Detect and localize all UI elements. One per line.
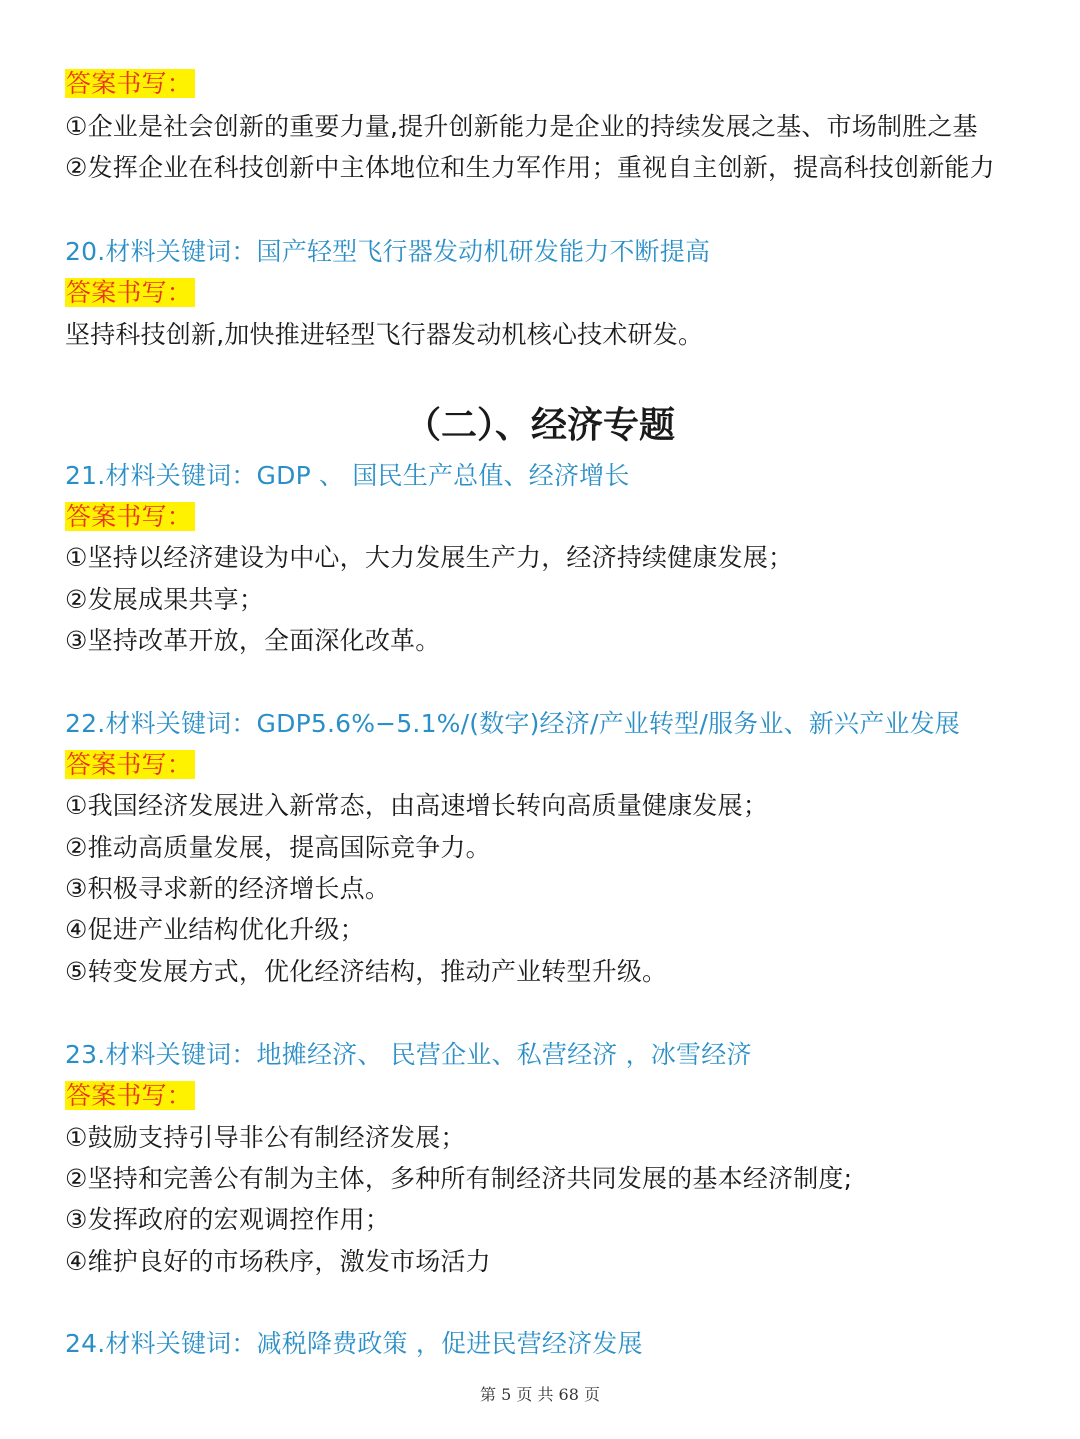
- answer-label: [65, 276, 195, 310]
- keyword-heading-24: 24.材料关键词：减税降费政策 ，促进民营经济发展: [65, 1329, 643, 1358]
- keyword-heading-23: 23.材料关键词：地摊经济、 民营企业、私营经济 ，冰雪经济: [65, 1040, 752, 1069]
- answer-line: ⑤转变发展方式，优化经济结构，推动产业转型升级。: [65, 957, 668, 986]
- answer-label-highlight: 答案书写：: [65, 1081, 195, 1110]
- answer-line: 坚持科技创新,加快推进轻型飞行器发动机核心技术研发。: [65, 320, 704, 349]
- answer-label: [65, 500, 195, 534]
- answer-label: [65, 748, 195, 782]
- answer-line: ③发挥政府的宏观调控作用；: [65, 1205, 391, 1234]
- answer-line: ②推动高质量发展，提高国际竞争力。: [65, 833, 491, 862]
- answer-line: ②发挥企业在科技创新中主体地位和生力军作用；重视自主创新，提高科技创新能力: [65, 153, 995, 182]
- answer-line: ③坚持改革开放，全面深化改革。: [65, 626, 441, 655]
- answer-line: ①企业是社会创新的重要力量,提升创新能力是企业的持续发展之基、市场制胜之基: [65, 112, 978, 141]
- answer-line: ③积极寻求新的经济增长点。: [65, 874, 391, 903]
- answer-label: [65, 67, 195, 101]
- answer-label: [65, 1079, 195, 1113]
- page-footer: 第 5 页 共 68 页: [480, 1385, 600, 1404]
- keyword-heading-20: 20.材料关键词：国产轻型飞行器发动机研发能力不断提高: [65, 237, 711, 266]
- answer-label-highlight: 答案书写：: [65, 502, 195, 531]
- answer-line: ②坚持和完善公有制为主体，多种所有制经济共同发展的基本经济制度;: [65, 1164, 853, 1193]
- answer-line: ④促进产业结构优化升级；: [65, 915, 365, 944]
- answer-line: ②发展成果共享；: [65, 585, 265, 614]
- answer-line: ④维护良好的市场秩序，激发市场活力: [65, 1247, 491, 1276]
- keyword-heading-21: 21.材料关键词：GDP 、 国民生产总值、经济增长: [65, 461, 630, 490]
- answer-line: ①坚持以经济建设为中心，大力发展生产力，经济持续健康发展；: [65, 543, 794, 572]
- section-heading: （二）、经济专题: [404, 405, 675, 446]
- answer-label-highlight: 答案书写：: [65, 69, 195, 98]
- answer-label-highlight: 答案书写：: [65, 278, 195, 307]
- keyword-heading-22: 22.材料关键词：GDP5.6%−5.1%/(数字)经济/产业转型/服务业、新兴产业发展: [65, 709, 961, 738]
- answer-line: ①鼓励支持引导非公有制经济发展；: [65, 1123, 466, 1152]
- answer-label-highlight: 答案书写：: [65, 750, 195, 779]
- answer-line: ①我国经济发展进入新常态，由高速增长转向高质量健康发展；: [65, 791, 769, 820]
